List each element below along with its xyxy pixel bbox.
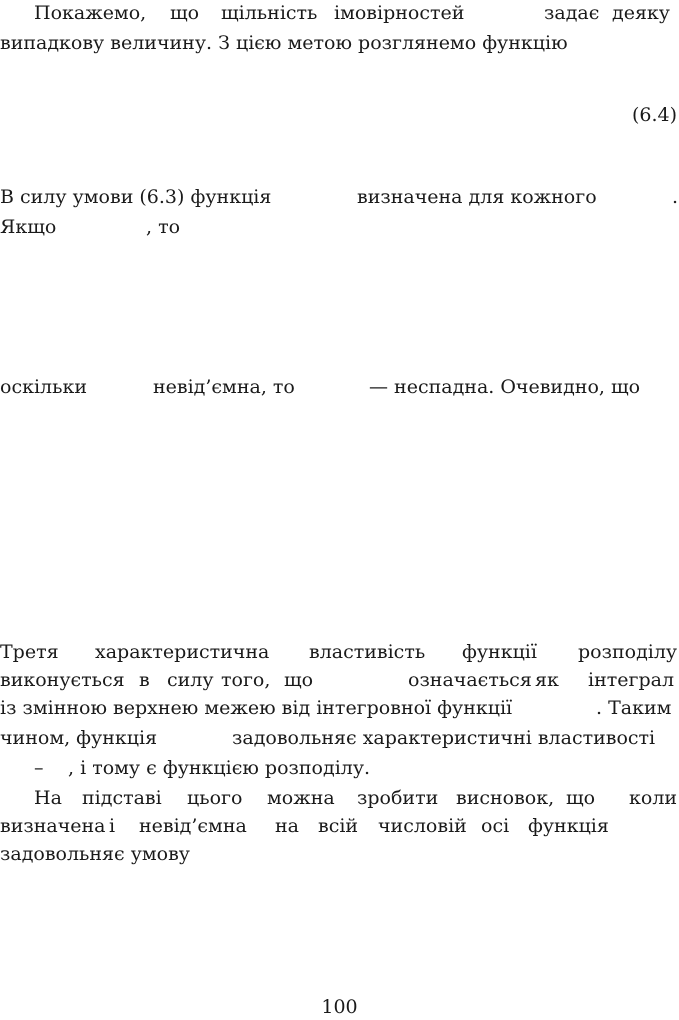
word: в	[139, 669, 150, 691]
text-segment: В силу умови (6.3) функція	[0, 186, 272, 208]
text-segment: із змінною верхнею межею від інтегровної функції	[0, 697, 513, 719]
paragraph-3-line-1	[0, 374, 679, 400]
word: підставі	[82, 787, 162, 809]
word: Покажемо,	[34, 2, 147, 24]
paragraph-2-line-2	[0, 214, 679, 240]
word: інтеграл	[588, 669, 675, 691]
word: як	[535, 669, 559, 691]
text-segment: , то	[146, 216, 181, 238]
word: цього	[187, 787, 243, 809]
word: виконується	[0, 669, 125, 691]
word: щільність	[221, 2, 318, 24]
word: коли	[629, 787, 678, 809]
word: визначена	[0, 815, 106, 837]
word: деяку	[612, 2, 670, 24]
text-segment: . Таким	[596, 697, 672, 719]
word: осі	[481, 815, 510, 837]
word: силу	[167, 669, 214, 691]
word: всій	[318, 815, 359, 837]
paragraph-4-line-3	[0, 695, 679, 721]
text-segment: чином, функція	[0, 727, 158, 749]
word: що	[170, 2, 200, 24]
word: функції	[462, 641, 537, 663]
paragraph-5-line-1	[0, 785, 679, 811]
text-segment: Якщо	[0, 216, 57, 238]
text-segment: , і тому є функцією розподілу.	[68, 757, 371, 779]
paragraph-4-line-2	[0, 667, 679, 693]
word: задає	[544, 2, 600, 24]
paragraph-1-line-2	[0, 30, 679, 56]
text-segment: визначена для кожного	[357, 186, 597, 208]
word: невід’ємна	[139, 815, 247, 837]
text-segment: .	[672, 186, 679, 208]
equation-number-line	[0, 102, 679, 128]
text-segment: — неспадна. Очевидно, що	[369, 376, 641, 398]
word: можна	[267, 787, 335, 809]
word: і	[109, 815, 116, 837]
text-segment: задовольняє характеристичні властивості	[232, 727, 656, 749]
paragraph-4-line-4	[0, 725, 679, 751]
text-segment: –	[34, 757, 44, 779]
page-number: 100	[321, 996, 358, 1018]
paragraph-5-line-2	[0, 813, 679, 839]
word: числовій	[378, 815, 467, 837]
text-segment: випадкову величину. З цією метою розглянемо функцію	[0, 32, 568, 54]
word: висновок,	[456, 787, 555, 809]
word: розподілу	[578, 641, 678, 663]
equation-number: (6.4)	[631, 104, 677, 126]
word: Третя	[0, 641, 59, 663]
text-segment: задовольняє умову	[0, 843, 190, 865]
paragraph-5-line-3	[0, 841, 679, 867]
word: На	[34, 787, 62, 809]
text-segment: оскільки	[0, 376, 87, 398]
text-segment: невід’ємна, то	[153, 376, 295, 398]
word: означається	[408, 669, 532, 691]
word: характеристична	[95, 641, 270, 663]
word: властивість	[309, 641, 426, 663]
word: функція	[528, 815, 609, 837]
paragraph-4-line-1	[0, 639, 679, 665]
paragraph-1-line-1	[0, 0, 679, 26]
paragraph-2-line-1	[0, 184, 679, 210]
word: на	[275, 815, 299, 837]
word: імовірностей	[334, 2, 465, 24]
word: що	[566, 787, 596, 809]
paragraph-4-line-5	[0, 755, 679, 781]
word: зробити	[357, 787, 439, 809]
word: того,	[221, 669, 271, 691]
word: що	[284, 669, 314, 691]
